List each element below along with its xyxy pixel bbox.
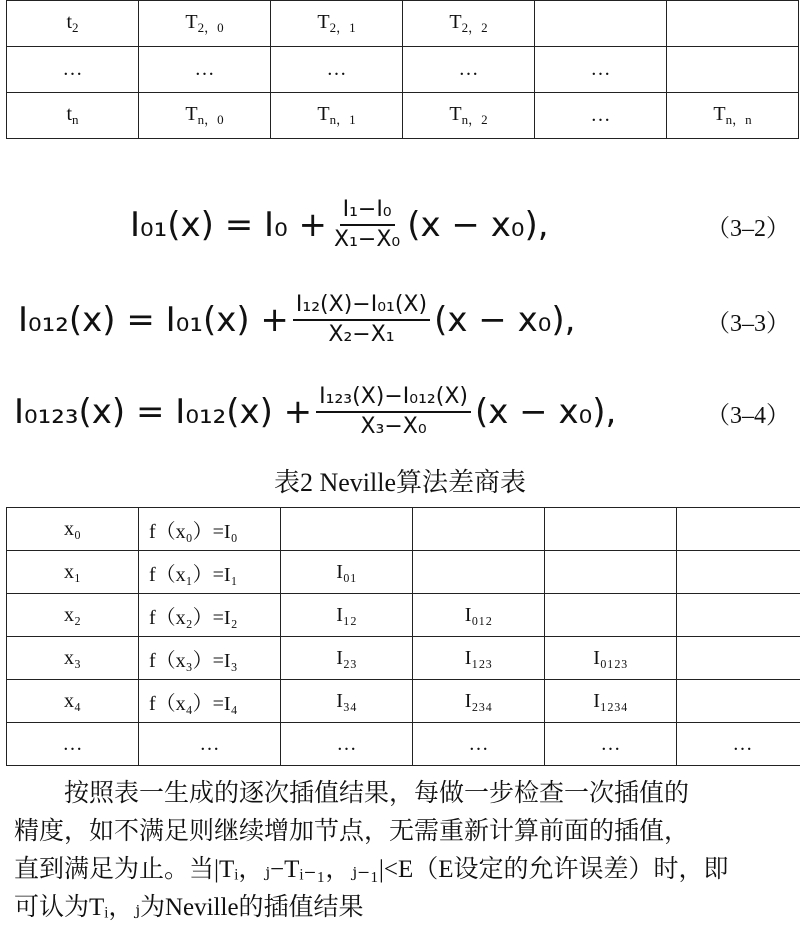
table-cell: I₁₂₃₄	[545, 680, 677, 723]
table-cell: …	[7, 723, 139, 766]
table-cell	[535, 93, 667, 139]
table-cell	[545, 551, 677, 594]
table-cell: x₃	[7, 637, 139, 680]
table-cell: f（x₄）=I₄	[139, 680, 281, 723]
equation-3-4	[0, 377, 800, 447]
table-cell	[271, 47, 403, 93]
table-row	[7, 47, 799, 93]
cell-text: …	[590, 104, 611, 126]
fraction-numerator: I₁₂(X)−I₀₁(X)	[293, 291, 430, 321]
table-cell: …	[281, 723, 413, 766]
table-row	[7, 680, 800, 723]
equation-fraction	[293, 291, 430, 349]
paragraph-line: 按照表一生成的逐次插值结果，每做一步检查一次插值的	[64, 780, 690, 807]
table-cell	[403, 93, 535, 139]
table-row	[7, 594, 800, 637]
table-cell: …	[139, 723, 281, 766]
table-cell: x₄	[7, 680, 139, 723]
equation-number: （3–3）	[706, 311, 790, 337]
table-row	[7, 551, 800, 594]
table-cell: I₂₃₄	[413, 680, 545, 723]
table-cell	[7, 1, 139, 47]
table-cell: f（x₁）=I₁	[139, 551, 281, 594]
table-cell: x₀	[7, 508, 139, 551]
table-cell	[139, 47, 271, 93]
table-cell	[413, 508, 545, 551]
fraction-numerator: I₁₂₃(X)−I₀₁₂(X)	[316, 383, 471, 413]
cell-subscript: 2，1	[329, 19, 356, 35]
equation-number: （3–2）	[706, 216, 790, 242]
cell-text: T	[317, 103, 330, 126]
table-cell: f（x₂）=I₂	[139, 594, 281, 637]
table-cell: I₂₃	[281, 637, 413, 680]
table-row	[7, 93, 799, 139]
cell-text: T	[713, 103, 726, 126]
table-cell: f（x₃）=I₃	[139, 637, 281, 680]
table-cell	[677, 594, 800, 637]
table-cell: x₁	[7, 551, 139, 594]
fraction-denominator: X₂−X₁	[328, 322, 395, 347]
cell-text: …	[62, 58, 83, 80]
paragraph-line: 直到满足为止。当|Tᵢ，ⱼ−Tᵢ₋₁，ⱼ₋₁|<E（E设定的允许误差）时，即	[14, 856, 729, 883]
equation-lhs: I₀₁₂₃(x) = I₀₁₂(x) +	[14, 392, 313, 432]
table-cell	[271, 93, 403, 139]
equation-rhs: (x − x₀),	[407, 205, 549, 245]
table-cell	[545, 508, 677, 551]
cell-text: T	[317, 11, 330, 34]
table-cell	[667, 93, 799, 139]
equation-number: （3–4）	[706, 403, 790, 429]
cell-subscript: n，1	[329, 111, 356, 127]
table-cell	[677, 680, 800, 723]
table-cell	[403, 1, 535, 47]
equation-3-3	[0, 285, 800, 355]
table-cell	[403, 47, 535, 93]
table-cell: x₂	[7, 594, 139, 637]
cell-text: t	[66, 103, 73, 126]
cell-text: …	[590, 58, 611, 80]
table-cell: …	[677, 723, 800, 766]
table-cell: I₀₁₂	[413, 594, 545, 637]
fraction-denominator: X₁−X₀	[334, 227, 401, 252]
cell-subscript: n，0	[197, 111, 224, 127]
cell-text: T	[185, 103, 198, 126]
table-cell	[281, 508, 413, 551]
cell-text: …	[194, 58, 215, 80]
table-continued	[6, 0, 799, 139]
table-cell	[7, 47, 139, 93]
paragraph-line: 精度，如不满足则继续增加节点，无需重新计算前面的插值，	[14, 818, 690, 845]
table-cell	[677, 508, 800, 551]
cell-text: …	[326, 58, 347, 80]
table-cell	[7, 93, 139, 139]
table-row	[7, 1, 799, 47]
table-cell: I₃₄	[281, 680, 413, 723]
table-cell	[667, 47, 799, 93]
cell-text: T	[449, 103, 462, 126]
fraction-numerator: I₁−I₀	[340, 196, 395, 226]
table-cell: …	[413, 723, 545, 766]
equation-rhs: (x − x₀),	[434, 300, 576, 340]
equation-fraction	[331, 196, 403, 254]
cell-text: t	[66, 11, 73, 34]
cell-subscript: n	[72, 111, 79, 127]
table-cell	[677, 551, 800, 594]
cell-subscript: 2，0	[197, 19, 224, 35]
equation-rhs: (x − x₀),	[474, 392, 617, 432]
table-cell: I₀₁₂₃	[545, 637, 677, 680]
table-cell	[271, 1, 403, 47]
equation-fraction	[316, 383, 471, 441]
body-paragraph	[14, 775, 794, 927]
cell-subscript: 2	[72, 19, 79, 35]
table-cell	[677, 637, 800, 680]
table-row	[7, 637, 800, 680]
table-cell	[667, 1, 799, 47]
table-cell	[535, 47, 667, 93]
table-cell	[545, 594, 677, 637]
neville-difference-table	[6, 507, 800, 766]
table-cell: I₀₁	[281, 551, 413, 594]
table-cell	[413, 551, 545, 594]
cell-text: …	[458, 58, 479, 80]
cell-subscript: 2，2	[461, 19, 488, 35]
equation-3-2	[0, 190, 800, 260]
table-cell: I₁₂	[281, 594, 413, 637]
table-cell: f（x₀）=I₀	[139, 508, 281, 551]
table-cell	[535, 1, 667, 47]
equation-lhs: I₀₁₂(x) = I₀₁(x) +	[18, 300, 289, 340]
table-cell	[139, 93, 271, 139]
cell-subscript: n，2	[461, 111, 488, 127]
table-row	[7, 508, 800, 551]
equation-lhs: I₀₁(x) = I₀ +	[130, 205, 327, 245]
table-row	[7, 723, 800, 766]
fraction-denominator: X₃−X₀	[360, 414, 427, 439]
paragraph-line: 可认为Tᵢ，ⱼ为Neville的插值结果	[14, 894, 364, 921]
table-cell: …	[545, 723, 677, 766]
table-cell	[139, 1, 271, 47]
cell-text: T	[449, 11, 462, 34]
cell-text: T	[185, 11, 198, 34]
table-caption: 表2 Neville算法差商表	[273, 468, 527, 497]
table-cell: I₁₂₃	[413, 637, 545, 680]
cell-subscript: n，n	[725, 111, 752, 127]
